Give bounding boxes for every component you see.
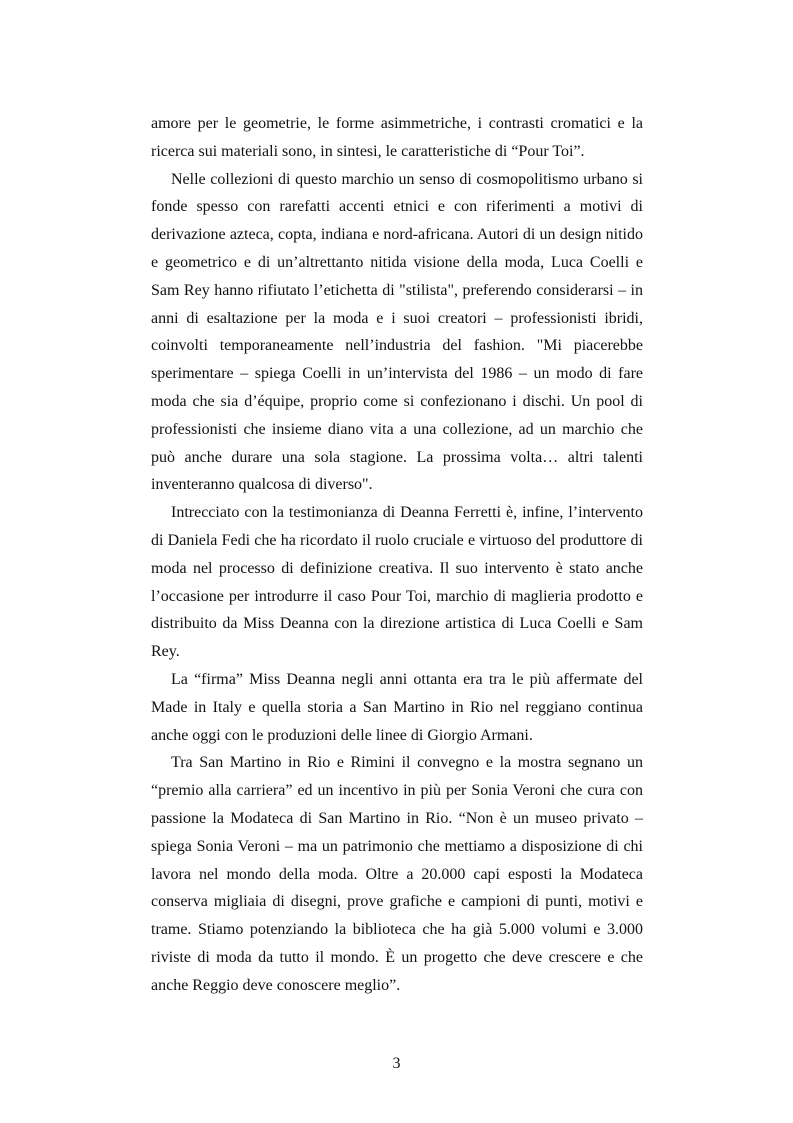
page-number: 3 [392,1055,401,1072]
paragraph-miss-deanna: La “firma” Miss Deanna negli anni ottanta era tra le più affermate del Made in Italy e quella storia a San Martino in Rio nel reggiano continua anche oggi con le produzioni delle linee di Giorgio Armani. [151,670,643,744]
paragraph-modateca: Tra San Martino in Rio e Rimini il convegno e la mostra segnano un “premio alla carriera” ed un incentivo in più per Sonia Veroni che cura con passione la Modateca di San Martino in Rio. “Non è un museo privato – spiega Sonia Veroni – ma un patrimonio che mettiamo a disposizione di chi lavora nel mondo della moda. Oltre a 20.000 capi esposti la Modateca conserva migliaia di disegni, prove grafiche e campioni di punti, motivi e trame. Stiamo potenziando la biblioteca che ha già 5.000 volumi e 3.000 riviste di moda da tutto il mondo. È un progetto che deve crescere e che anche Reggio deve conoscere meglio”. [151,754,643,994]
body-text [151,110,643,1000]
paragraph-continuation: amore per le geometrie, le forme asimmetriche, i contrasti cromatici e la ricerca sui materiali sono, in sintesi, le caratteristiche di “Pour Toi”. [151,115,643,160]
paragraph-daniela-fedi: Intrecciato con la testimonianza di Deanna Ferretti è, infine, l’intervento di Daniela Fedi che ha ricordato il ruolo cruciale e virtuoso del produttore di moda nel processo di definizione creativa. Il suo intervento è stato anche l’occasione per introdurre il caso Pour Toi, marchio di maglieria prodotto e distribuito da Miss Deanna con la direzione artistica di Luca Coelli e Sam Rey. [151,504,643,661]
paragraph-pour-toi-collections: Nelle collezioni di questo marchio un senso di cosmopolitismo urbano si fonde spesso con rarefatti accenti etnici e con riferimenti a motivi di derivazione azteca, copta, indiana e nord-africana. Autori di un design nitido e geometrico e di un’altrettanto nitida visione della moda, Luca Coelli e Sam Rey hanno rifiutato l’etichetta di "stilista", preferendo considerarsi – in anni di esaltazione per la moda e i suoi creatori – professionisti ibridi, coinvolti temporaneamente nell’industria del fashion. "Mi piacerebbe sperimentare – spiega Coelli in un’intervista del 1986 – un modo di fare moda che sia d’équipe, proprio come si confezionano i dischi. Un pool di professionisti che insieme diano vita a una collezione, ad un marchio che può anche durare una sola stagione. La prossima volta… altri talenti inventeranno qualcosa di diverso". [151,170,643,494]
